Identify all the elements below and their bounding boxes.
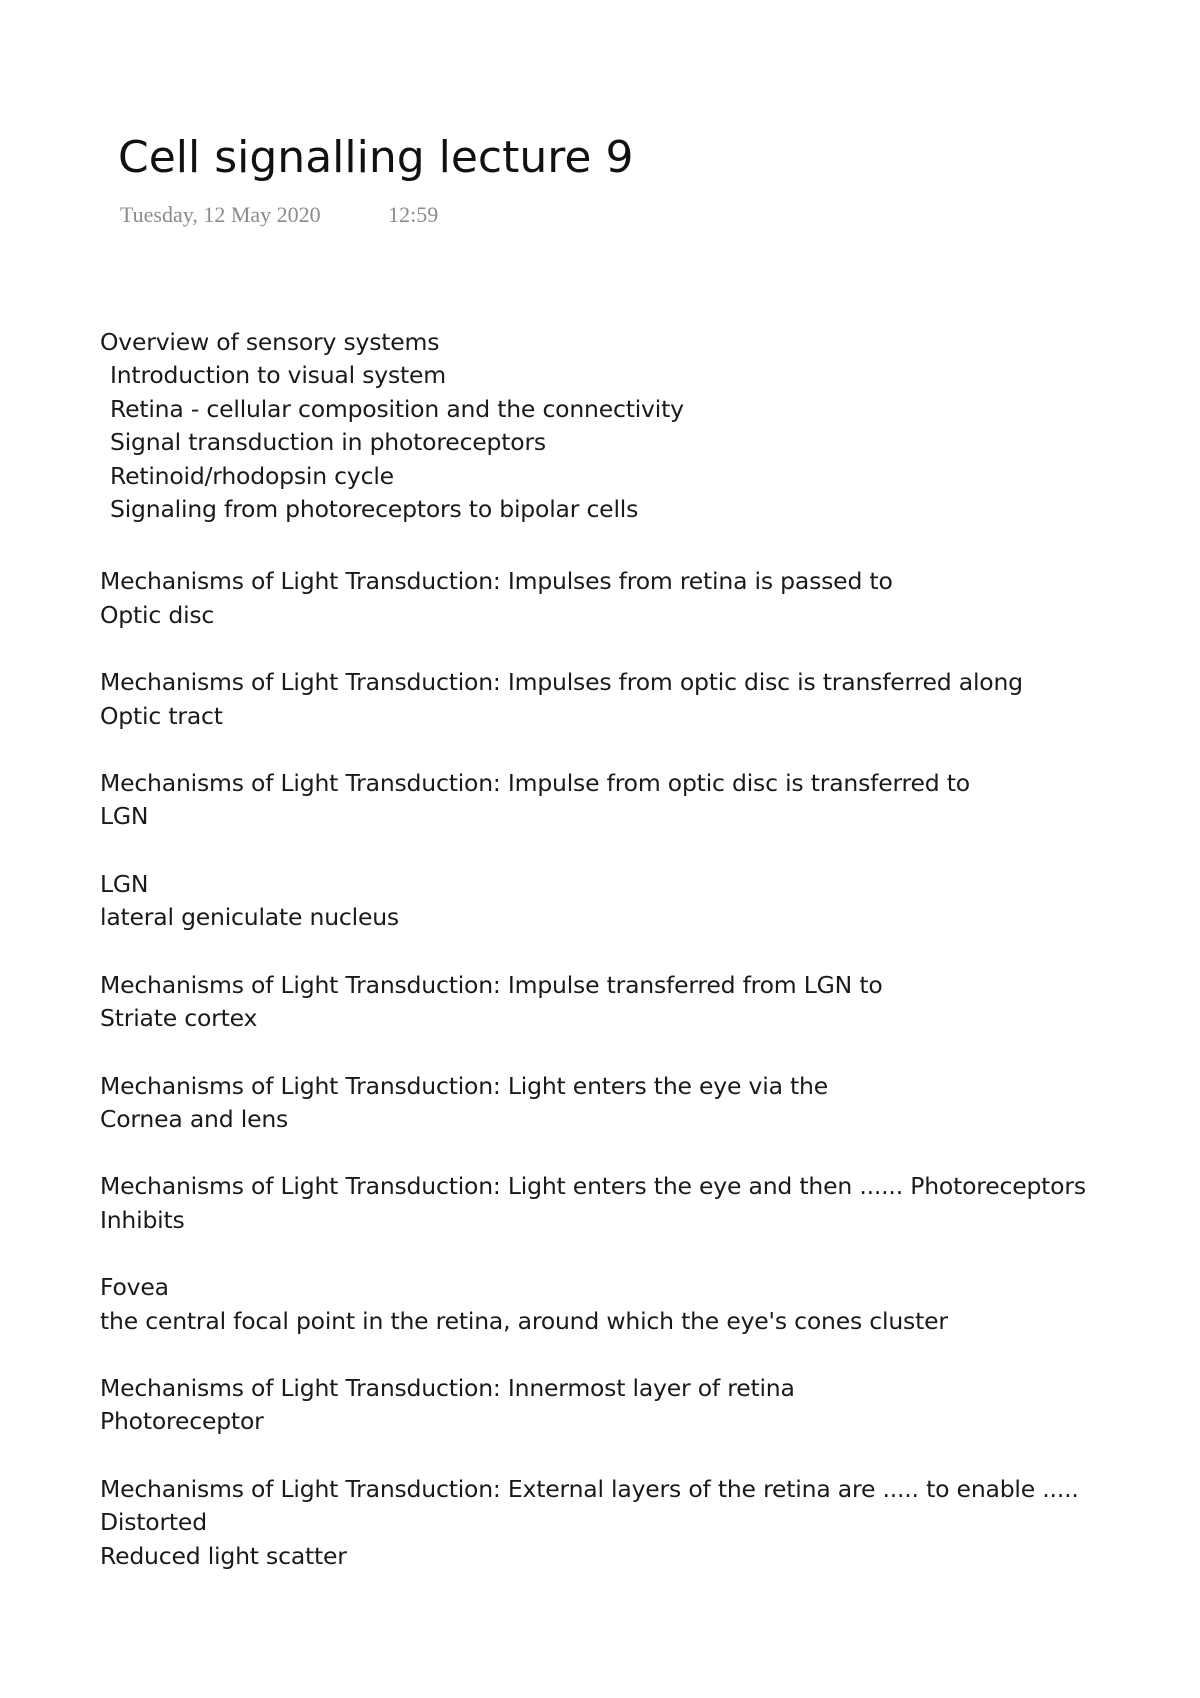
page-date: Tuesday, 12 May 2020	[120, 202, 321, 227]
page-metadata	[120, 200, 438, 230]
overview-item: Signaling from photoreceptors to bipolar cells	[110, 495, 639, 524]
flashcard	[100, 1271, 1190, 1338]
flashcard-answer: lateral geniculate nucleus	[100, 903, 399, 932]
flashcard-answer: Striate cortex	[100, 1004, 258, 1033]
overview-list	[100, 326, 1190, 526]
flashcard-question: LGN	[100, 869, 149, 898]
flashcard	[100, 666, 1190, 733]
flashcard-answer: LGN	[100, 802, 149, 831]
flashcard-answer: Optic tract	[100, 701, 223, 730]
flashcard	[100, 1372, 1190, 1439]
flashcard-answer: Photoreceptor	[100, 1407, 264, 1436]
flashcard-answer: Optic disc	[100, 600, 215, 629]
flashcard	[100, 969, 1190, 1036]
flashcard-question: Mechanisms of Light Transduction: External layers of the retina are ..... to enable .....	[100, 1474, 1079, 1503]
flashcard	[100, 1070, 1190, 1137]
page-time: 12:59	[388, 202, 439, 227]
flashcard-answer: Reduced light scatter	[100, 1541, 347, 1570]
flashcard	[100, 565, 1190, 632]
flashcard-question: Fovea	[100, 1273, 169, 1302]
overview-item: Signal transduction in photoreceptors	[110, 428, 546, 457]
flashcard-question: Mechanisms of Light Transduction: Innermost layer of retina	[100, 1373, 795, 1402]
flashcard-answer: the central focal point in the retina, around which the eye's cones cluster	[100, 1306, 948, 1335]
overview-item: Introduction to visual system	[110, 361, 446, 390]
overview-item: Retina - cellular composition and the connectivity	[110, 394, 684, 423]
flashcard-question: Mechanisms of Light Transduction: Impulses from retina is passed to	[100, 567, 893, 596]
flashcard-question: Mechanisms of Light Transduction: Impulses from optic disc is transferred along	[100, 668, 1023, 697]
note-content	[100, 326, 1190, 1573]
flashcard-question: Mechanisms of Light Transduction: Impulse transferred from LGN to	[100, 970, 883, 999]
flashcard-question: Mechanisms of Light Transduction: Light enters the eye and then ...... Photoreceptors	[100, 1172, 1086, 1201]
overview-item: Overview of sensory systems	[100, 328, 440, 356]
flashcard-answer: Distorted	[100, 1508, 207, 1537]
flashcard-question: Mechanisms of Light Transduction: Light enters the eye via the	[100, 1071, 829, 1100]
flashcard	[100, 767, 1190, 834]
flashcard	[100, 1170, 1190, 1237]
flashcard-answer: Inhibits	[100, 1205, 185, 1234]
flashcard	[100, 1473, 1190, 1573]
flashcard	[100, 868, 1190, 935]
page-title: Cell signalling lecture 9	[118, 132, 634, 183]
flashcard-question: Mechanisms of Light Transduction: Impulse from optic disc is transferred to	[100, 769, 970, 798]
overview-item: Retinoid/rhodopsin cycle	[110, 461, 394, 490]
flashcard-answer: Cornea and lens	[100, 1104, 289, 1133]
